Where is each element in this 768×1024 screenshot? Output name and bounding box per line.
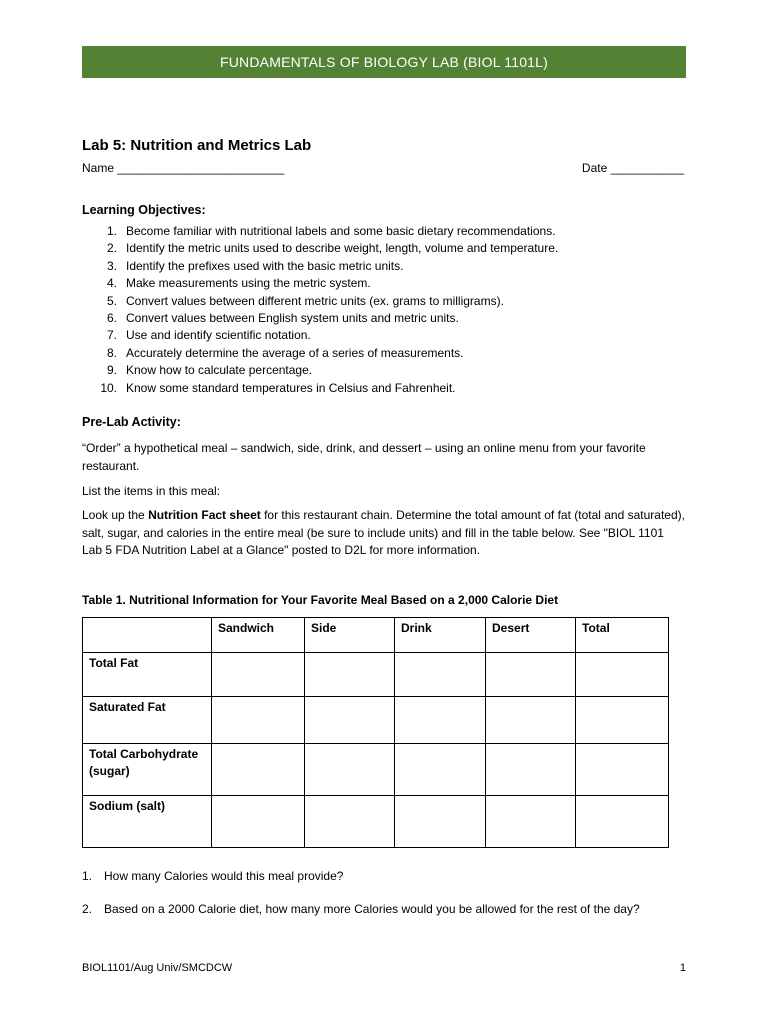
nutrition-instructions-prefix: Look up the <box>82 508 149 522</box>
row-label: Total Carbohydrate (sugar) <box>83 744 212 796</box>
nutrition-fact-sheet-emphasis: Nutrition Fact sheet <box>148 508 261 522</box>
desert-cell[interactable] <box>486 744 576 796</box>
sandwich-cell[interactable] <box>212 697 305 744</box>
objective-text: Become familiar with nutritional labels and some basic dietary recommendations. <box>126 224 556 238</box>
objective-number: 8. <box>106 345 117 360</box>
question-text: How many Calories would this meal provide? <box>104 869 344 883</box>
footer-course-code: BIOL1101/Aug Univ/SMCDCW <box>82 962 233 974</box>
objective-item <box>82 275 682 292</box>
row-label: Sodium (salt) <box>83 796 212 848</box>
table-header-cell: Desert <box>486 618 576 653</box>
objective-text: Convert values between English system units and metric units. <box>126 310 459 325</box>
question-number: 2. <box>82 902 93 916</box>
side-cell[interactable] <box>305 744 395 796</box>
side-cell[interactable] <box>305 653 395 697</box>
objective-item <box>82 362 682 379</box>
nutrition-table <box>82 617 669 848</box>
page-number: 1 <box>679 962 686 974</box>
course-banner-text: FUNDAMENTALS OF BIOLOGY LAB (BIOL 1101L) <box>219 54 549 70</box>
objective-number: 9. <box>106 363 117 378</box>
objectives-heading: Learning Objectives: <box>82 203 206 217</box>
table-header-cell: Sandwich <box>212 618 305 653</box>
drink-cell[interactable] <box>395 653 486 697</box>
objective-item <box>82 380 682 397</box>
objective-number: 4. <box>106 276 117 291</box>
objective-number: 10. <box>100 380 117 395</box>
objective-item <box>82 293 682 310</box>
drink-cell[interactable] <box>395 697 486 744</box>
objective-text: Use and identify scientific notation. <box>126 328 311 343</box>
objective-text: Accurately determine the average of a series of measurements. <box>126 345 464 360</box>
objective-item <box>82 327 682 344</box>
table-header-cell: Total <box>576 618 669 653</box>
question-item <box>82 868 686 885</box>
table-row <box>83 653 669 697</box>
question-item <box>82 901 686 918</box>
name-field: Name _________________________ <box>82 161 285 175</box>
prelab-instructions: “Order” a hypothetical meal – sandwich, side, drink, and dessert – using an online menu from your favorite restaurant. <box>82 441 646 473</box>
total-cell[interactable] <box>576 744 669 796</box>
question-number: 1. <box>82 869 93 883</box>
objective-item <box>82 258 682 275</box>
nutrition-instructions <box>82 507 686 560</box>
row-label: Saturated Fat <box>83 697 212 744</box>
desert-cell[interactable] <box>486 697 576 744</box>
table-row <box>83 697 669 744</box>
drink-cell[interactable] <box>395 744 486 796</box>
nutrition-instructions-suffix: for this restaurant chain. Determine the total amount of fat (total and saturated), salt, sugar, and calories in the entire meal (be sure to include units) and fill in the table below. See "BIOL 1101 Lab 5 FDA Nutrition Label at a Glance" posted to D2L for more information. <box>82 508 685 557</box>
objective-item <box>82 345 682 362</box>
side-cell[interactable] <box>305 796 395 848</box>
objective-item <box>82 223 682 240</box>
objective-text: Identify the prefixes used with the basic metric units. <box>126 258 404 273</box>
date-field: Date ___________ <box>581 161 684 175</box>
sandwich-cell[interactable] <box>212 796 305 848</box>
objective-text: Convert values between different metric units (ex. grams to milligrams). <box>126 293 504 308</box>
side-cell[interactable] <box>305 697 395 744</box>
objective-number: 6. <box>106 310 117 325</box>
table-header-cell: Side <box>305 618 395 653</box>
drink-cell[interactable] <box>395 796 486 848</box>
course-banner <box>82 46 686 78</box>
table-row <box>83 796 669 848</box>
sandwich-cell[interactable] <box>212 653 305 697</box>
objective-item <box>82 240 682 257</box>
objective-number: 3. <box>106 258 117 273</box>
total-cell[interactable] <box>576 653 669 697</box>
objective-number: 1. <box>106 224 117 238</box>
row-label: Total Fat <box>83 653 212 697</box>
table-row <box>83 744 669 796</box>
objective-number: 7. <box>106 328 117 343</box>
objective-number: 2. <box>106 241 117 256</box>
question-text: Based on a 2000 Calorie diet, how many more Calories would you be allowed for the rest of the day? <box>104 902 640 916</box>
table-header-cell <box>83 618 212 653</box>
meal-items-prompt: List the items in this meal: <box>82 484 221 498</box>
sandwich-cell[interactable] <box>212 744 305 796</box>
total-cell[interactable] <box>576 697 669 744</box>
objective-text: Identify the metric units used to describe weight, length, volume and temperature. <box>126 241 559 256</box>
objective-item <box>82 310 682 327</box>
table-header-row <box>83 618 669 653</box>
desert-cell[interactable] <box>486 796 576 848</box>
total-cell[interactable] <box>576 796 669 848</box>
table-header-cell: Drink <box>395 618 486 653</box>
objective-number: 5. <box>106 293 117 308</box>
lab-title: Lab 5: Nutrition and Metrics Lab <box>82 137 312 154</box>
desert-cell[interactable] <box>486 653 576 697</box>
prelab-heading: Pre-Lab Activity: <box>82 415 181 429</box>
objective-text: Know some standard temperatures in Celsius and Fahrenheit. <box>126 380 456 395</box>
objectives-list <box>82 223 682 397</box>
table-caption: Table 1. Nutritional Information for Your Favorite Meal Based on a 2,000 Calorie Diet <box>82 593 559 607</box>
questions-list <box>82 868 686 934</box>
objective-text: Know how to calculate percentage. <box>126 363 313 378</box>
objective-text: Make measurements using the metric system. <box>126 276 371 291</box>
